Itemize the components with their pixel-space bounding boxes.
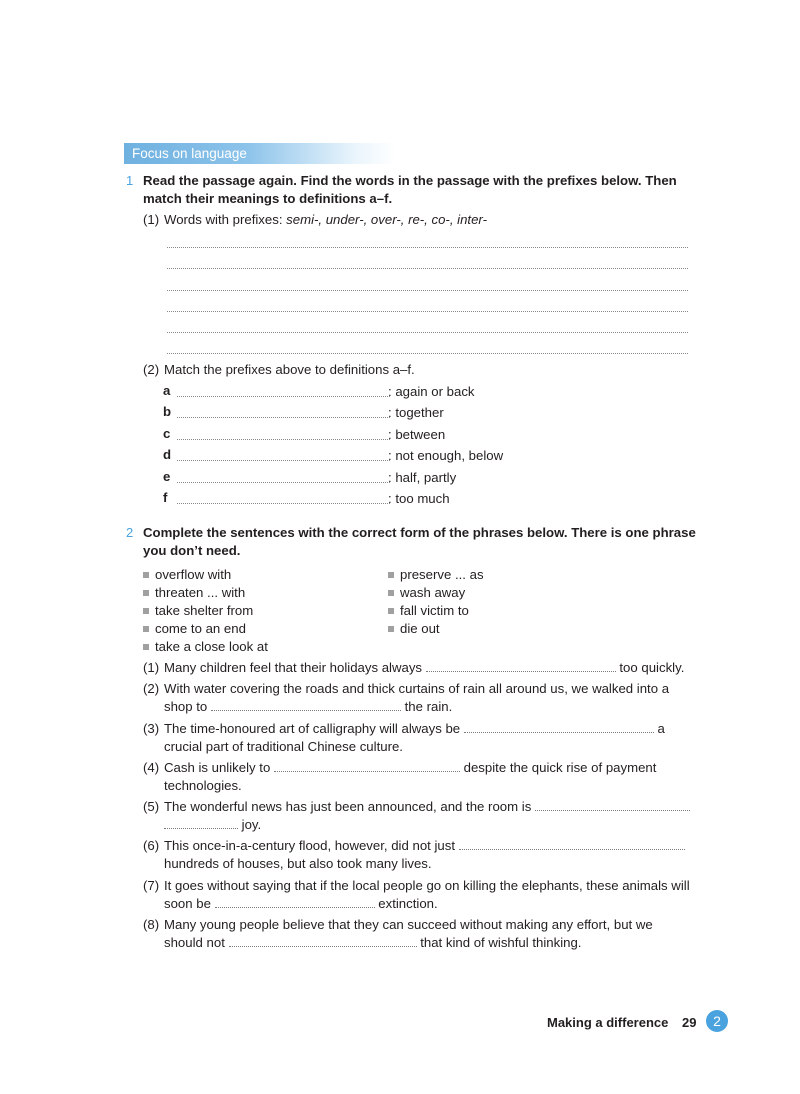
sentence-5-blank-part1[interactable] xyxy=(535,798,690,811)
q1-part1-lead: Words with prefixes: xyxy=(164,212,287,227)
question-1-number: 1 xyxy=(126,173,134,188)
definition-meaning: : together xyxy=(388,405,444,421)
sentence-4-number: (4) xyxy=(143,760,160,775)
sentence-text: Many children feel that their holidays always xyxy=(164,660,423,675)
question-2-number: 2 xyxy=(126,525,134,540)
sentence-text: It goes without saying that if the local people go on killing the elephants, these animals will xyxy=(164,878,690,893)
phrase-text: wash away xyxy=(400,585,466,600)
sentence-6-number: (6) xyxy=(143,838,160,853)
definition-letter: a xyxy=(163,383,171,398)
sentence-text: the rain. xyxy=(404,698,453,714)
answer-line-2[interactable] xyxy=(167,268,688,269)
sentence-5-blank-part2[interactable] xyxy=(164,816,238,829)
sentence-1 xyxy=(164,659,694,677)
phrase-text: come to an end xyxy=(155,621,246,636)
sentence-text: This once-in-a-century flood, however, did not just xyxy=(164,838,456,853)
phrase-item xyxy=(143,602,383,620)
definition-row-a xyxy=(163,383,523,404)
q1-part1-number: (1) xyxy=(143,212,160,227)
definition-answer-blank[interactable] xyxy=(177,460,390,461)
phrase-text: take a close look at xyxy=(155,639,268,654)
phrase-item xyxy=(143,620,383,638)
sentence-text: extinction. xyxy=(378,895,438,911)
square-bullet-icon xyxy=(143,572,149,578)
phrase-item xyxy=(388,566,628,584)
sentence-2-blank[interactable] xyxy=(211,698,401,711)
sentence-text: crucial part of traditional Chinese culture. xyxy=(164,738,403,754)
sentence-8-blank[interactable] xyxy=(229,934,417,947)
definition-row-f xyxy=(163,490,523,511)
page-number: 29 xyxy=(682,1015,697,1030)
phrase-text: preserve ... as xyxy=(400,567,484,582)
square-bullet-icon xyxy=(143,644,149,650)
sentence-6 xyxy=(164,837,694,872)
sentence-text: The wonderful news has just been announced, and the room is xyxy=(164,799,532,814)
definition-letter: d xyxy=(163,447,172,463)
definition-answer-blank[interactable] xyxy=(177,396,390,397)
sentence-text: With water covering the roads and thick curtains of rain all around us, we walked into a xyxy=(164,681,670,696)
definition-meaning: : too much xyxy=(388,490,450,506)
sentence-2 xyxy=(164,680,694,715)
sentence-text: hundreds of houses, but also took many lives. xyxy=(164,855,432,871)
sentence-7-number: (7) xyxy=(143,878,160,893)
sentence-text: Many young people believe that they can succeed without making any effort, but we xyxy=(164,917,653,932)
sentence-5-number: (5) xyxy=(143,799,160,814)
definition-letter: e xyxy=(163,468,171,484)
question-2-instruction xyxy=(143,524,703,559)
sentence-1-blank[interactable] xyxy=(426,659,616,672)
definition-meaning: : between xyxy=(388,426,446,442)
definition-meaning: : again or back xyxy=(388,384,475,399)
definition-row-c xyxy=(163,426,523,447)
sentence-7-blank[interactable] xyxy=(215,895,375,908)
phrase-text: overflow with xyxy=(155,567,232,582)
sentence-text: that kind of wishful thinking. xyxy=(420,934,582,950)
definition-meaning: : not enough, below xyxy=(388,448,504,464)
sentence-text: despite the quick rise of payment xyxy=(463,760,657,775)
square-bullet-icon xyxy=(143,608,149,614)
definition-answer-blank[interactable] xyxy=(177,417,390,418)
sentence-4 xyxy=(164,759,694,794)
square-bullet-icon xyxy=(143,590,149,596)
phrase-item xyxy=(388,620,628,638)
sentence-3-number: (3) xyxy=(143,721,160,736)
answer-line-1[interactable] xyxy=(167,247,688,248)
q1-part1-text xyxy=(164,211,487,229)
square-bullet-icon xyxy=(143,626,149,632)
square-bullet-icon xyxy=(388,572,394,578)
sentence-5 xyxy=(164,798,694,833)
phrase-list-left xyxy=(143,566,383,656)
sentence-text: shop to xyxy=(164,698,208,714)
sentence-1-number: (1) xyxy=(143,660,160,675)
q1-prefix-list: semi-, under-, over-, re-, co-, inter- xyxy=(286,212,487,227)
unit-number-badge: 2 xyxy=(706,1010,728,1032)
definition-letter: f xyxy=(163,489,168,505)
question-1-instruction xyxy=(143,172,703,207)
square-bullet-icon xyxy=(388,608,394,614)
definition-row-b xyxy=(163,404,523,425)
definition-letter: b xyxy=(163,404,172,420)
answer-line-4[interactable] xyxy=(167,311,688,312)
sentence-6-blank[interactable] xyxy=(459,837,685,850)
phrase-item xyxy=(143,566,383,584)
q1-part2-number: (2) xyxy=(143,362,160,377)
sentence-7 xyxy=(164,877,694,912)
question-1-instruction-line1: Read the passage again. Find the words in the passage with the prefixes below. Then xyxy=(143,173,677,188)
definition-letter: c xyxy=(163,425,171,441)
phrase-text: take shelter from xyxy=(155,603,254,618)
footer-unit-title: Making a difference xyxy=(547,1015,669,1030)
phrase-text: threaten ... with xyxy=(155,585,246,600)
section-header: Focus on language xyxy=(124,143,396,164)
definition-list xyxy=(163,383,523,511)
definition-row-d xyxy=(163,447,523,468)
sentence-8-number: (8) xyxy=(143,917,160,932)
phrase-item xyxy=(143,638,383,656)
definition-answer-blank[interactable] xyxy=(177,439,390,440)
question-1-instruction-line2: match their meanings to definitions a–f. xyxy=(143,190,393,206)
sentence-8 xyxy=(164,916,694,951)
answer-line-3[interactable] xyxy=(167,290,688,291)
sentence-2-number: (2) xyxy=(143,681,160,696)
sentence-3-blank[interactable] xyxy=(464,720,654,733)
square-bullet-icon xyxy=(388,626,394,632)
sentence-3 xyxy=(164,720,694,755)
phrase-text: die out xyxy=(400,621,440,636)
answer-line-5[interactable] xyxy=(167,332,688,333)
question-2-instruction-line2: you don’t need. xyxy=(143,542,241,558)
phrase-item xyxy=(388,584,628,602)
sentence-text: Cash is unlikely to xyxy=(164,760,271,775)
sentence-text: a xyxy=(657,721,665,736)
sentence-text: The time-honoured art of calligraphy will always be xyxy=(164,721,461,736)
sentence-text: technologies. xyxy=(164,777,242,793)
phrase-item xyxy=(388,602,628,620)
sentence-4-blank[interactable] xyxy=(274,759,460,772)
definition-meaning: : half, partly xyxy=(388,469,457,485)
phrase-list-right xyxy=(388,566,628,638)
q1-part2-text: Match the prefixes above to definitions a–f. xyxy=(164,362,415,377)
definition-row-e xyxy=(163,469,523,490)
sentence-text: joy. xyxy=(241,816,262,832)
phrase-item xyxy=(143,584,383,602)
definition-answer-blank[interactable] xyxy=(177,503,390,504)
answer-line-6[interactable] xyxy=(167,353,688,354)
phrase-text: fall victim to xyxy=(400,603,469,618)
question-2-instruction-line1: Complete the sentences with the correct form of the phrases below. There is one phrase xyxy=(143,525,696,540)
sentence-text: should not xyxy=(164,934,225,950)
definition-answer-blank[interactable] xyxy=(177,482,390,483)
square-bullet-icon xyxy=(388,590,394,596)
sentence-text: too quickly. xyxy=(619,660,685,675)
sentence-text: soon be xyxy=(164,895,211,911)
